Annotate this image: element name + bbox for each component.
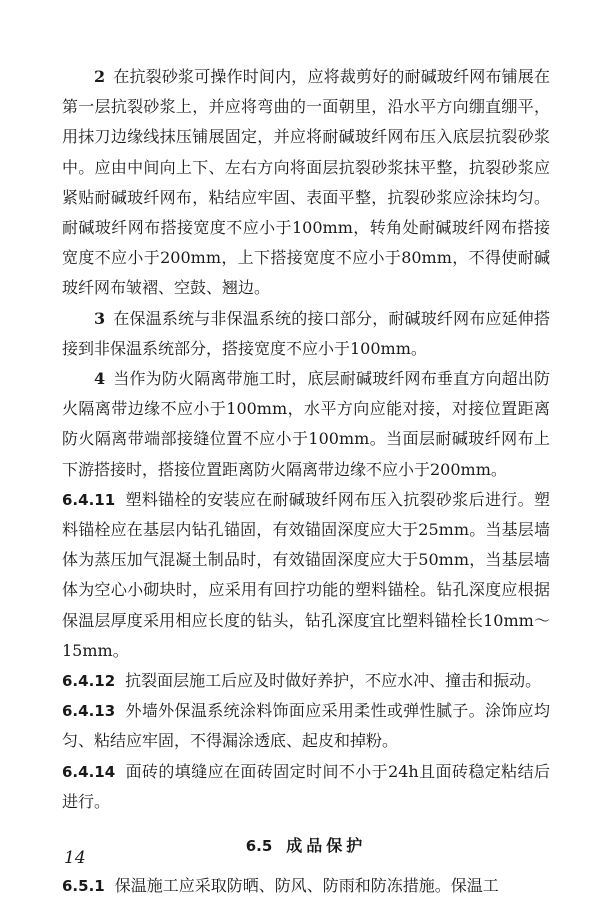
- item-3: [62, 304, 550, 364]
- item-4: [62, 364, 550, 485]
- clause-6-4-13: [62, 696, 550, 756]
- item-number: 3: [94, 308, 106, 328]
- page-number: 14: [64, 848, 86, 868]
- clause-text: 面砖的填缝应在面砖固定时间不小于24h且面砖稳定粘结后进行。: [62, 761, 550, 811]
- section-heading: [62, 831, 550, 861]
- clause-number: 6.4.11: [62, 490, 116, 509]
- clause-number: 6.5.1: [62, 877, 105, 896]
- clause-text: 抗裂面层施工后应及时做好养护，不应水冲、撞击和振动。: [125, 671, 542, 691]
- clause-text: 外墙外保温系统涂料饰面应采用柔性或弹性腻子。涂饰应均匀、粘结应牢固，不得漏涂透底、起皮和掉粉。: [62, 701, 550, 751]
- item-text: 在保温系统与非保温系统的接口部分，耐碱玻纤网布应延伸搭接到非保温系统部分，搭接宽度不应小于100mm。: [62, 308, 550, 358]
- clause-number: 6.4.14: [62, 762, 116, 781]
- clause-number: 6.4.13: [62, 702, 116, 721]
- clause-text: 塑料锚栓的安装应在耐碱玻纤网布压入抗裂砂浆后进行。塑料锚栓应在基层内钻孔锚固，有效锚固深度应大于25mm。当基层墙体为蒸压加气混凝土制品时，有效锚固深度应大于50mm，当基层墙体为空心小砌块时，应采用有回拧功能的塑料锚栓。钻孔深度应根据保温层厚度采用相应长度的钻头，钻孔深度宜比塑料锚栓长10mm～15mm。: [62, 489, 550, 660]
- item-number: 2: [94, 67, 106, 86]
- item-text: 当作为防火隔离带施工时，底层耐碱玻纤网布垂直方向超出防火隔离带边缘不应小于100mm，水平方向应能对接，对接位置距离防火隔离带端部接缝位置不应小于100mm。当面层耐碱玻纤网布上下游搭接时，搭接位置距离防火隔离带边缘不应小于200mm。: [62, 369, 550, 479]
- clause-number: 6.4.12: [62, 672, 116, 691]
- item-number: 4: [94, 369, 106, 389]
- section-number: 6.5: [245, 837, 273, 856]
- item-2: [62, 62, 550, 304]
- clause-6-4-14: [62, 757, 550, 817]
- item-text: 在抗裂砂浆可操作时间内，应将裁剪好的耐碱玻纤网布铺展在第一层抗裂砂浆上，并应将弯曲的一面朝里，沿水平方向绷直绷平，用抹刀边缘线抹压铺展固定，并应将耐碱玻纤网布压入底层抗裂砂浆中。应由中间向上下、左右方向将面层抗裂砂浆抹平整，抗裂砂浆应紧贴耐碱玻纤网布，粘结应牢固、表面平整，抗裂砂浆应涂抹均匀。耐碱玻纤网布搭接宽度不应小于100mm，转角处耐碱玻纤网布搭接宽度不应小于200mm，上下搭接宽度不应小于80mm，不得使耐碱玻纤网布皱褶、空鼓、翘边。: [62, 67, 550, 298]
- clause-6-4-12: [62, 666, 550, 696]
- clause-text: 保温施工应采取防晒、防风、防雨和防冻措施。保温工: [114, 876, 499, 896]
- clause-6-5-1: [62, 871, 550, 901]
- section-title: 成品保护: [286, 836, 367, 856]
- clause-6-4-11: [62, 485, 550, 666]
